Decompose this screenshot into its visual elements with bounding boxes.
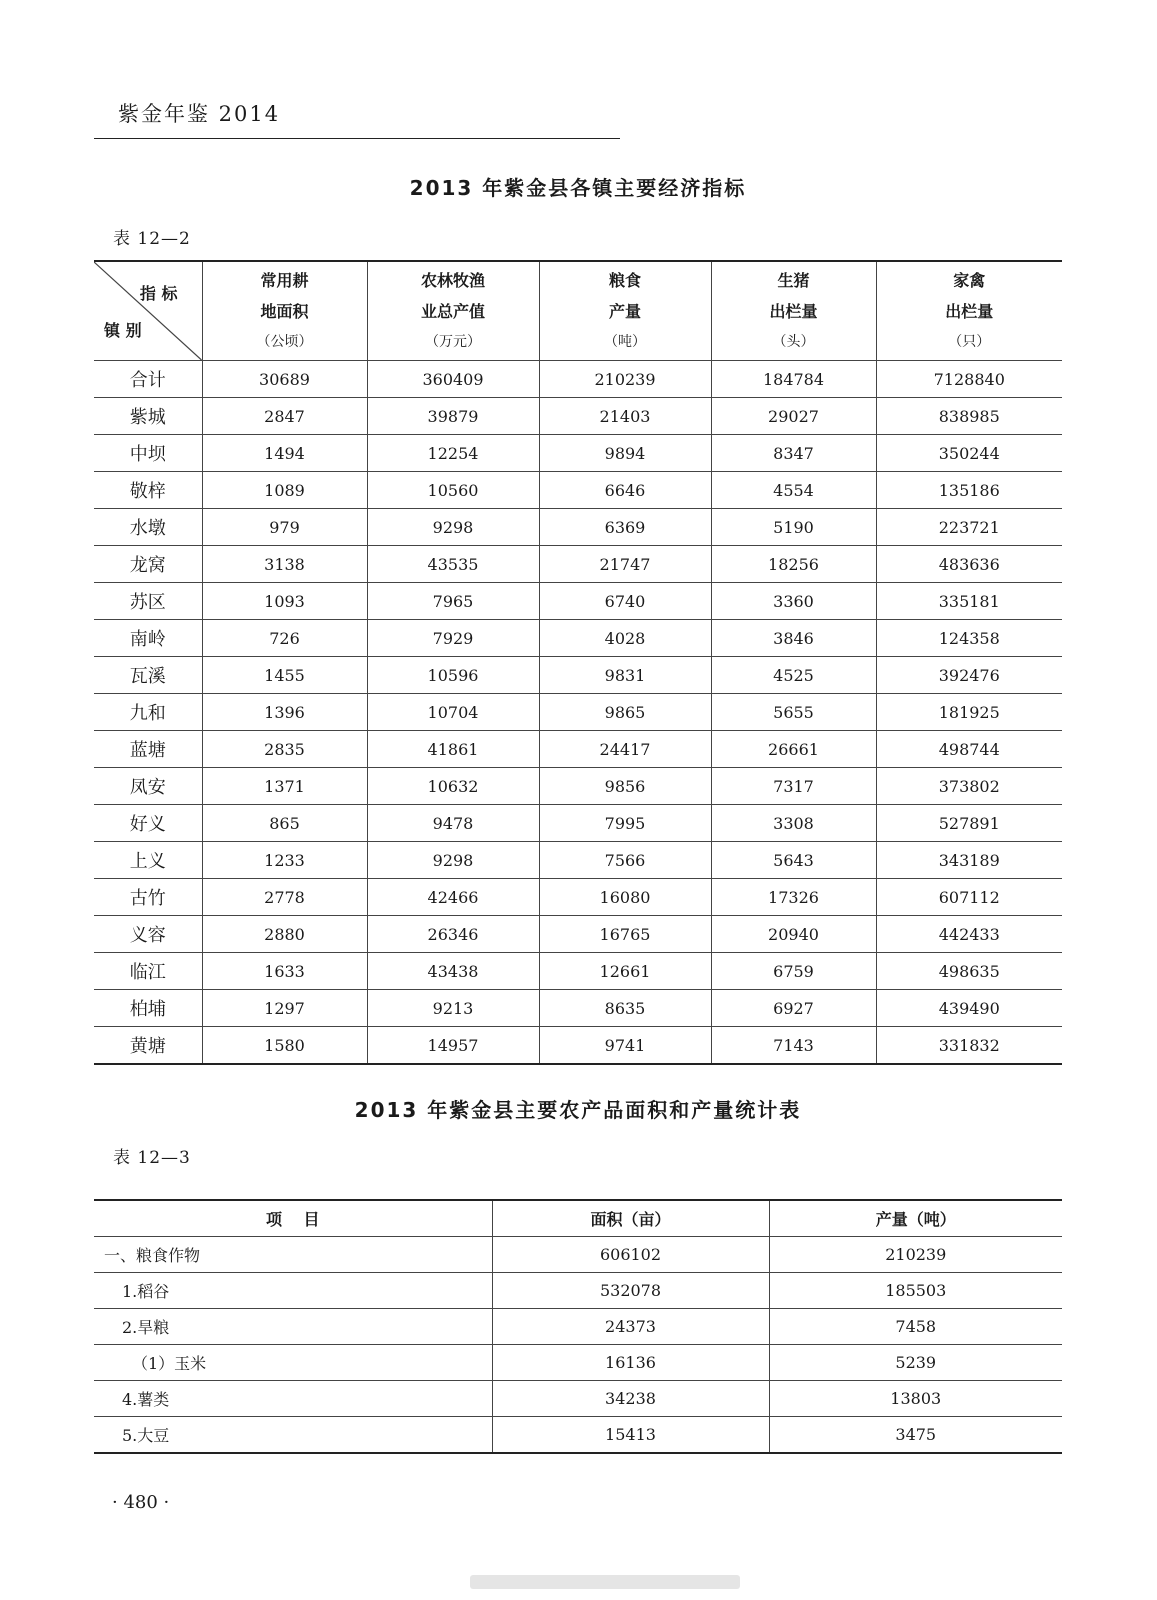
town-name-cell: 临江 <box>94 953 202 990</box>
value-cell: 3138 <box>202 546 367 583</box>
output-cell: 13803 <box>769 1381 1062 1417</box>
value-cell: 6369 <box>539 509 711 546</box>
value-cell: 12661 <box>539 953 711 990</box>
output-cell: 3475 <box>769 1417 1062 1454</box>
table-row <box>94 990 1062 1027</box>
output-cell: 185503 <box>769 1273 1062 1309</box>
column-header-line1: 家禽 <box>953 270 986 290</box>
town-name-cell: 古竹 <box>94 879 202 916</box>
value-cell: 10704 <box>367 694 539 731</box>
value-cell: 124358 <box>876 620 1062 657</box>
crop-area-output-table <box>94 1199 1062 1454</box>
column-header-line2: 业总产值 <box>420 301 485 321</box>
column-header-unit: （万元） <box>425 333 481 350</box>
table-row <box>94 620 1062 657</box>
table2-header-row <box>94 1200 1062 1237</box>
town-name-cell: 敬梓 <box>94 472 202 509</box>
item-cell: 一、粮食作物 <box>94 1237 492 1273</box>
town-name-cell: 上义 <box>94 842 202 879</box>
value-cell: 16765 <box>539 916 711 953</box>
value-cell: 1396 <box>202 694 367 731</box>
value-cell: 4525 <box>711 657 876 694</box>
table2-code: 表 12—3 <box>113 1148 191 1168</box>
running-head: 紫金年鉴 2014 <box>118 102 281 126</box>
table-row <box>94 398 1062 435</box>
table-row <box>94 546 1062 583</box>
town-name-cell: 义容 <box>94 916 202 953</box>
column-header-arable-land <box>202 261 367 361</box>
town-name-cell: 九和 <box>94 694 202 731</box>
value-cell: 16080 <box>539 879 711 916</box>
table2-title: 2013 年紫金县主要农产品面积和产量统计表 <box>354 1098 802 1122</box>
town-name-cell: 合计 <box>94 361 202 398</box>
column-header-line2: 出栏量 <box>945 301 994 321</box>
column-header-unit: （公顷） <box>256 333 313 350</box>
table1-title: 2013 年紫金县各镇主要经济指标 <box>409 176 747 200</box>
value-cell: 498635 <box>876 953 1062 990</box>
value-cell: 8635 <box>539 990 711 1027</box>
value-cell: 6740 <box>539 583 711 620</box>
item-cell: 1.稻谷 <box>94 1273 492 1309</box>
value-cell: 10632 <box>367 768 539 805</box>
table-row <box>94 768 1062 805</box>
value-cell: 6759 <box>711 953 876 990</box>
column-header-poultry <box>876 261 1062 361</box>
value-cell: 1633 <box>202 953 367 990</box>
value-cell: 3846 <box>711 620 876 657</box>
output-cell: 5239 <box>769 1345 1062 1381</box>
value-cell: 4554 <box>711 472 876 509</box>
value-cell: 2835 <box>202 731 367 768</box>
value-cell: 2778 <box>202 879 367 916</box>
value-cell: 7143 <box>711 1027 876 1065</box>
value-cell: 223721 <box>876 509 1062 546</box>
area-cell: 606102 <box>492 1237 769 1273</box>
column-header-item: 项 目 <box>94 1200 492 1237</box>
value-cell: 331832 <box>876 1027 1062 1065</box>
value-cell: 6646 <box>539 472 711 509</box>
scan-artifact <box>470 1575 740 1589</box>
value-cell: 360409 <box>367 361 539 398</box>
table1-code: 表 12—2 <box>113 229 191 249</box>
value-cell: 184784 <box>711 361 876 398</box>
table-row <box>94 1345 1062 1381</box>
column-header-line1: 粮食 <box>608 270 641 290</box>
column-header-line2: 产量 <box>608 301 641 321</box>
table-row <box>94 694 1062 731</box>
town-name-cell: 龙窝 <box>94 546 202 583</box>
column-header-grain-output <box>539 261 711 361</box>
value-cell: 373802 <box>876 768 1062 805</box>
corner-label-town: 镇 别 <box>104 321 142 340</box>
town-indicators-table <box>94 260 1062 1065</box>
table-row <box>94 879 1062 916</box>
town-name-cell: 黄塘 <box>94 1027 202 1065</box>
value-cell: 350244 <box>876 435 1062 472</box>
value-cell: 726 <box>202 620 367 657</box>
value-cell: 5643 <box>711 842 876 879</box>
value-cell: 9478 <box>367 805 539 842</box>
town-name-cell: 南岭 <box>94 620 202 657</box>
town-name-cell: 水墩 <box>94 509 202 546</box>
value-cell: 442433 <box>876 916 1062 953</box>
value-cell: 9298 <box>367 842 539 879</box>
table-row <box>94 583 1062 620</box>
table-row <box>94 435 1062 472</box>
table-row <box>94 1273 1062 1309</box>
value-cell: 181925 <box>876 694 1062 731</box>
column-header-line1: 常用耕 <box>260 270 309 290</box>
value-cell: 838985 <box>876 398 1062 435</box>
value-cell: 41861 <box>367 731 539 768</box>
value-cell: 1455 <box>202 657 367 694</box>
value-cell: 7995 <box>539 805 711 842</box>
column-header-unit: （吨） <box>604 333 646 350</box>
town-name-cell: 苏区 <box>94 583 202 620</box>
table-row <box>94 472 1062 509</box>
table-row <box>94 1309 1062 1345</box>
item-cell: （1）玉米 <box>94 1345 492 1381</box>
town-name-cell: 紫城 <box>94 398 202 435</box>
value-cell: 20940 <box>711 916 876 953</box>
item-cell: 4.薯类 <box>94 1381 492 1417</box>
value-cell: 7317 <box>711 768 876 805</box>
page-number: · 480 · <box>112 1492 170 1513</box>
value-cell: 6927 <box>711 990 876 1027</box>
value-cell: 9213 <box>367 990 539 1027</box>
table1-corner-cell <box>94 261 202 361</box>
value-cell: 483636 <box>876 546 1062 583</box>
value-cell: 3308 <box>711 805 876 842</box>
value-cell: 8347 <box>711 435 876 472</box>
value-cell: 343189 <box>876 842 1062 879</box>
table-row <box>94 1417 1062 1454</box>
value-cell: 3360 <box>711 583 876 620</box>
column-header-line1: 生猪 <box>777 270 810 290</box>
value-cell: 26661 <box>711 731 876 768</box>
output-cell: 210239 <box>769 1237 1062 1273</box>
column-header-pigs <box>711 261 876 361</box>
town-name-cell: 凤安 <box>94 768 202 805</box>
value-cell: 335181 <box>876 583 1062 620</box>
value-cell: 527891 <box>876 805 1062 842</box>
table-row <box>94 657 1062 694</box>
table-row <box>94 509 1062 546</box>
value-cell: 1580 <box>202 1027 367 1065</box>
town-name-cell: 蓝塘 <box>94 731 202 768</box>
area-cell: 24373 <box>492 1309 769 1345</box>
corner-label-indicator: 指 标 <box>139 284 178 303</box>
column-header-line2: 地面积 <box>260 301 309 321</box>
column-header-area: 面积（亩） <box>492 1200 769 1237</box>
header-rule <box>94 138 620 139</box>
table-row <box>94 842 1062 879</box>
value-cell: 135186 <box>876 472 1062 509</box>
value-cell: 1371 <box>202 768 367 805</box>
value-cell: 439490 <box>876 990 1062 1027</box>
value-cell: 26346 <box>367 916 539 953</box>
town-name-cell: 好义 <box>94 805 202 842</box>
value-cell: 21747 <box>539 546 711 583</box>
value-cell: 7929 <box>367 620 539 657</box>
value-cell: 14957 <box>367 1027 539 1065</box>
value-cell: 24417 <box>539 731 711 768</box>
value-cell: 9856 <box>539 768 711 805</box>
value-cell: 29027 <box>711 398 876 435</box>
value-cell: 43535 <box>367 546 539 583</box>
area-cell: 532078 <box>492 1273 769 1309</box>
town-name-cell: 瓦溪 <box>94 657 202 694</box>
value-cell: 4028 <box>539 620 711 657</box>
value-cell: 21403 <box>539 398 711 435</box>
value-cell: 607112 <box>876 879 1062 916</box>
table1-header-row <box>94 261 1062 361</box>
value-cell: 392476 <box>876 657 1062 694</box>
area-cell: 15413 <box>492 1417 769 1454</box>
town-name-cell: 中坝 <box>94 435 202 472</box>
value-cell: 9865 <box>539 694 711 731</box>
area-cell: 34238 <box>492 1381 769 1417</box>
value-cell: 10596 <box>367 657 539 694</box>
value-cell: 7965 <box>367 583 539 620</box>
value-cell: 7128840 <box>876 361 1062 398</box>
table-row <box>94 1237 1062 1273</box>
value-cell: 9741 <box>539 1027 711 1065</box>
value-cell: 1233 <box>202 842 367 879</box>
value-cell: 5655 <box>711 694 876 731</box>
table-row <box>94 361 1062 398</box>
value-cell: 9831 <box>539 657 711 694</box>
table-row <box>94 731 1062 768</box>
value-cell: 2847 <box>202 398 367 435</box>
value-cell: 1297 <box>202 990 367 1027</box>
value-cell: 1494 <box>202 435 367 472</box>
table-row <box>94 1027 1062 1065</box>
item-cell: 2.旱粮 <box>94 1309 492 1345</box>
output-cell: 7458 <box>769 1309 1062 1345</box>
value-cell: 43438 <box>367 953 539 990</box>
value-cell: 979 <box>202 509 367 546</box>
value-cell: 17326 <box>711 879 876 916</box>
value-cell: 7566 <box>539 842 711 879</box>
table-row <box>94 1381 1062 1417</box>
value-cell: 9298 <box>367 509 539 546</box>
town-name-cell: 柏埔 <box>94 990 202 1027</box>
table-row <box>94 916 1062 953</box>
value-cell: 39879 <box>367 398 539 435</box>
column-header-line2: 出栏量 <box>769 301 818 321</box>
value-cell: 5190 <box>711 509 876 546</box>
value-cell: 498744 <box>876 731 1062 768</box>
column-header-unit: （头） <box>772 333 815 350</box>
value-cell: 210239 <box>539 361 711 398</box>
value-cell: 2880 <box>202 916 367 953</box>
value-cell: 1093 <box>202 583 367 620</box>
value-cell: 10560 <box>367 472 539 509</box>
item-cell: 5.大豆 <box>94 1417 492 1454</box>
value-cell: 18256 <box>711 546 876 583</box>
value-cell: 9894 <box>539 435 711 472</box>
value-cell: 42466 <box>367 879 539 916</box>
area-cell: 16136 <box>492 1345 769 1381</box>
column-header-line1: 农林牧渔 <box>420 270 485 290</box>
value-cell: 30689 <box>202 361 367 398</box>
column-header-output-value <box>367 261 539 361</box>
value-cell: 12254 <box>367 435 539 472</box>
value-cell: 865 <box>202 805 367 842</box>
value-cell: 1089 <box>202 472 367 509</box>
column-header-unit: （只） <box>948 333 991 350</box>
table-row <box>94 805 1062 842</box>
column-header-output: 产量（吨） <box>769 1200 1062 1237</box>
table-row <box>94 953 1062 990</box>
